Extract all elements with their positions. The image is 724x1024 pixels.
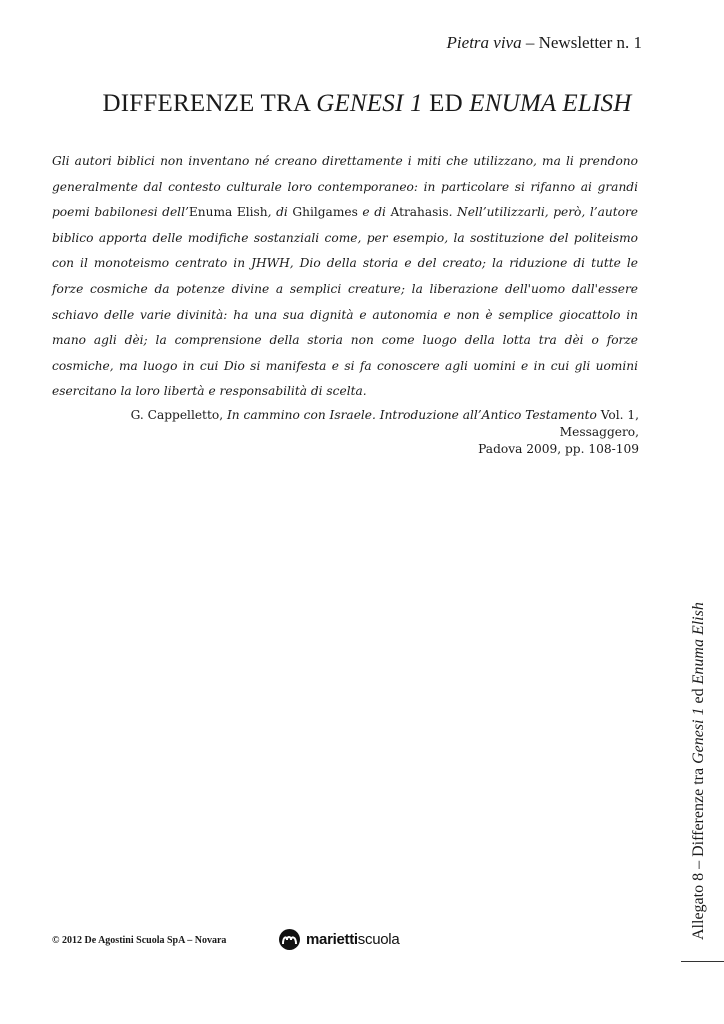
body-segment-5: e di xyxy=(357,205,391,220)
title-enuma-elish: ENUMA ELISH xyxy=(469,90,632,117)
publisher-logo xyxy=(279,926,399,952)
body-paragraph xyxy=(52,149,638,405)
citation-details: Vol. 1, Messaggero, xyxy=(559,408,639,439)
publication-name: Pietra viva xyxy=(446,33,522,52)
title-genesi: GENESI 1 xyxy=(316,90,423,117)
body-ghilgames: Ghilgames xyxy=(292,205,358,220)
newsletter-header xyxy=(447,33,642,53)
body-atrahasis: Atrahasis xyxy=(390,205,449,220)
body-enuma-elish: Enuma Elish xyxy=(188,205,268,220)
title-part-1: DIFFERENZE TRA xyxy=(102,90,317,117)
body-segment-3: , di xyxy=(267,205,293,220)
header-separator: – xyxy=(521,33,539,52)
side-label-middle: ed xyxy=(690,684,707,708)
citation-work: In cammino con Israele. Introduzione all’Antico Testamento xyxy=(226,408,597,422)
page-title xyxy=(0,90,724,118)
newsletter-issue: Newsletter n. 1 xyxy=(538,33,642,52)
logo-bold: marietti xyxy=(306,930,358,948)
logo-light: scuola xyxy=(357,930,400,948)
marietti-logo-icon xyxy=(279,929,300,950)
logo-wordmark xyxy=(306,931,399,948)
footer-copyright: © 2012 De Agostini Scuola SpA – Novara xyxy=(52,935,227,946)
title-part-3: ED xyxy=(422,90,470,117)
side-label-enuma: Enuma Elish xyxy=(690,602,707,685)
citation-place: Padova 2009, pp. 108-109 xyxy=(478,442,639,456)
citation-author: G. Cappelletto, xyxy=(130,408,227,422)
side-label-genesi: Genesi 1 xyxy=(690,707,707,764)
side-label-prefix: Allegato 8 – Differenze tra xyxy=(690,763,707,940)
side-rule xyxy=(681,961,724,962)
citation xyxy=(79,407,639,458)
body-segment-1: Gli autori biblici non inventano né creano direttamente i miti che utilizzano, ma li prendono generalmente dal contesto culturale loro contemporaneo: in particolare si rifanno ai grandi poemi babilonesi dell’ xyxy=(52,154,638,220)
side-label xyxy=(690,602,708,940)
body-segment-7: . Nell’utilizzarli, però, l’autore biblico apporta delle modifiche sostanziali come, per esempio, la sostituzione del politeismo con il monoteismo centrato in JHWH, Dio della storia e del creato; la riduzione di tutte le forze cosmiche da potenze divine a semplici creature; la liberazione dell'uomo dall'essere schiavo delle varie divinità: ha una sua dignità e autonomia e non è semplice giocattolo in mano agli dèi; la comprensione della storia non come luogo della lotta tra dèi o forze cosmiche, ma luogo in cui Dio si manifesta e si fa conoscere agli uomini e in cui gli uomini esercitano la loro libertà e responsabilità di scelta. xyxy=(52,205,638,399)
